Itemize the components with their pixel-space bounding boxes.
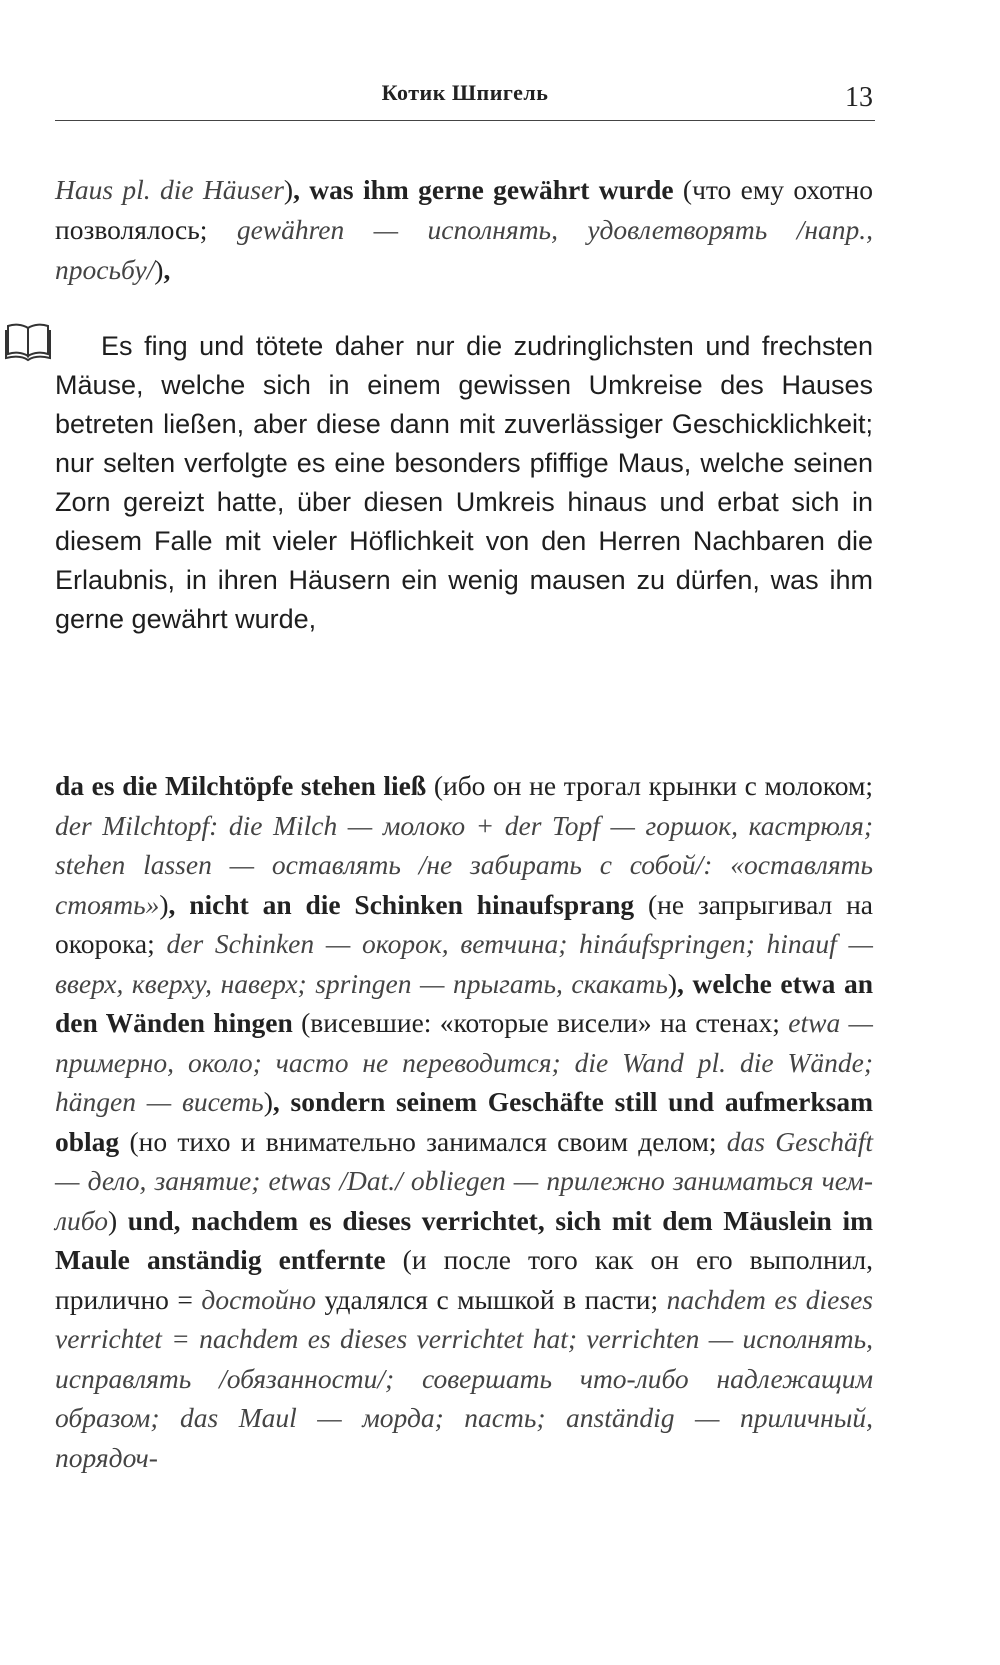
text-segment-bold: , sondern seinem Geschäfte still und aufmerksam oblag: [55, 1086, 873, 1157]
text-segment-bold: , welche etwa an den Wänden hingen: [55, 967, 873, 1038]
running-header: [55, 74, 875, 121]
text-segment-plain: ): [263, 1086, 273, 1117]
text-segment-plain: удалялся с мышкой в пасти;: [316, 1283, 667, 1315]
text-segment-plain: ): [154, 254, 164, 285]
german-original-paragraph: Es fing und tötete daher nur die zudringlichsten und frechsten Mäuse, welche sich in einem gewissen Umkreise des Hauses betreten ließen, aber diese dann mit zuverlässiger Geschicklichkeit; nur selten verfolgte es eine besonders pfiffige Maus, welche seinen Zorn gereizt hatte, über diesen Umkreis hinaus und erbat sich in diesem Falle mit vieler Höflichkeit von den Herren Nachbaren die Erlaubnis, in ihren Häusern ein wenig mausen zu dürfen, was ihm gerne gewährt wurde,: [55, 331, 873, 634]
text-segment-italic: etwa — примерно, около; часто не переводится; die Wand pl. die Wände; hängen — висеть: [55, 1007, 873, 1117]
open-book-icon: [4, 320, 52, 362]
running-title: Котик Шпигель: [381, 80, 549, 105]
text-segment-italic: der Schinken — окорок, ветчина; hináufspringen; hinauf — вверх, кверху, наверх; springen — прыгать, скакать: [55, 928, 873, 999]
text-segment-plain: (ибо он не трогал крынки с молоком;: [426, 770, 873, 801]
text-segment-plain: ): [159, 888, 169, 920]
text-segment-plain: ): [667, 967, 678, 999]
text-segment-plain: (и после того как он его выполнил, прилично =: [55, 1244, 873, 1315]
text-segment-italic: достойно: [201, 1283, 317, 1315]
text-segment-bold: , nicht an die Schinken hinaufsprang: [168, 888, 635, 920]
paragraph-glossed-commentary: [55, 766, 873, 1477]
text-segment-italic: der Milchtopf: die Milch — молоко + der Topf — горшок, кастрюля; stehen lassen — оставлять /не забирать с собой/: «оставлять стоять»: [55, 809, 873, 920]
text-segment-plain: ): [283, 174, 294, 205]
text-segment-plain: (но тихо и внимательно занимался своим делом;: [119, 1125, 727, 1157]
text-segment-italic: gewähren — исполнять, удовлетворять /напр., просьбу/: [55, 214, 873, 285]
text-segment-plain: ): [107, 1204, 128, 1236]
page-number: 13: [845, 82, 873, 113]
text-segment-bold: da es die Milchtöpfe stehen ließ: [55, 770, 427, 801]
text-segment-plain: (не запрыгивал на окорока;: [55, 888, 873, 959]
text-segment-plain: (висевшие: «которые висели» на стенах;: [292, 1007, 789, 1038]
text-segment-plain: (что ему охотно позволялось;: [55, 174, 873, 245]
text-segment-italic: das Geschäft — дело, занятие; etwas /Dat./ obliegen — прилежно заниматься чем-либо: [55, 1125, 873, 1236]
text-segment-bold: ,: [163, 254, 171, 285]
text-segment-italic: nachdem es dieses verrichtet = nachdem es dieses verrichtet hat; verrichten — исполнять, исправлять /обязанности/; совершать что-либо надлежащим образом; das Maul — морда; пасть; anständig — приличный, порядоч-: [55, 1283, 873, 1473]
text-segment-italic: Haus pl. die Häuser: [55, 174, 284, 205]
text-segment-bold: , was ihm gerne gewährt wurde: [293, 174, 674, 205]
paragraph-glossed-continuation: [55, 170, 873, 290]
text-segment-bold: und, nachdem es dieses verrichtet, sich mit dem Mäuslein im Maule anständig entfernte: [55, 1204, 873, 1275]
